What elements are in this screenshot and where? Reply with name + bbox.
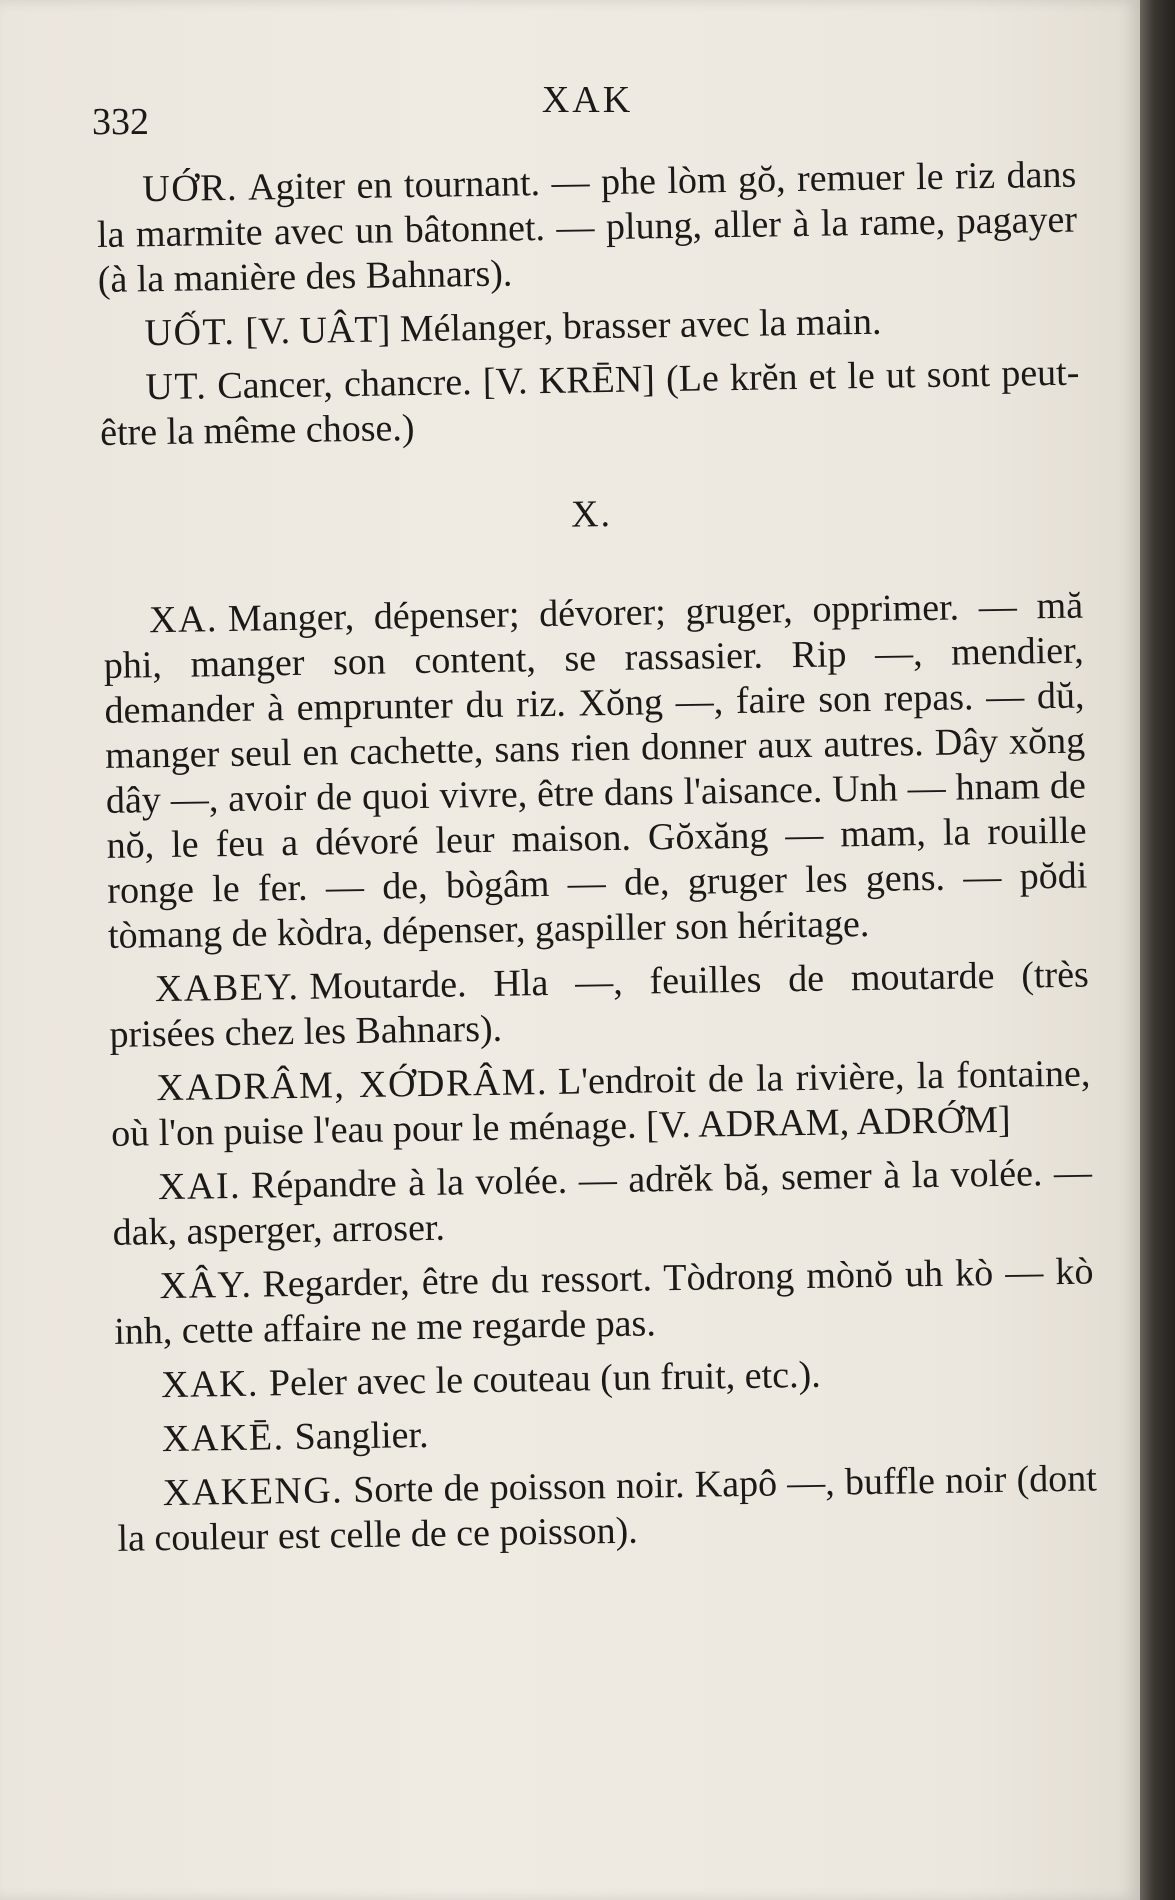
entry-definition: Manger, dépenser; dévorer; gruger, opprimer. — mă phi, manger son content, se rassasier. Rip —, mendier, demander à emprunter du riz. Xŏng —, faire son repas. — dŭ, manger seul en cachette, sans rien donner aux autres. Dây xŏng dây —, avoir de quoi vivre, être dans l'aisance. Unh — hnam de nŏ, le feu a dévoré leur maison. Gŏxăng — mam, la rouille ronge le fer. — de, bògâm — de, gruger les gens. — pŏdi tòmang de kòdra, dépenser, gaspiller son héritage. — [103, 584, 1088, 957]
dictionary-entry — [103, 584, 1089, 959]
entry-definition: L'endroit de la rivière, la fontaine, où l'on puise l'eau pour le ménage. [V. ADRAM, ADRỚM] — [110, 1052, 1091, 1155]
dictionary-entry — [116, 1402, 1097, 1462]
running-head: XAK — [541, 79, 634, 121]
entry-definition: Cancer, chancre. [V. KRĒN] (Le krĕn et le ut sont peut-être la même chose.) — [99, 351, 1080, 454]
entry-definition: Regarder, être du ressort. Tòdrong mònŏ uh kò — kò inh, cette affaire ne me regarde pas. — [113, 1250, 1094, 1353]
dictionary-entry — [115, 1348, 1096, 1408]
entry-headword: XABEY. — [154, 965, 300, 1011]
dictionary-entry — [96, 153, 1078, 303]
dictionary-entry — [98, 297, 1079, 357]
dictionary-entry — [113, 1249, 1094, 1354]
entry-headword: XAK. — [160, 1362, 260, 1407]
entry-headword: XA. — [148, 598, 219, 642]
entry-headword: XAKĒ. — [161, 1416, 285, 1461]
dictionary-text — [96, 153, 1098, 1571]
section-heading: X. — [570, 492, 613, 536]
entry-headword: XAI. — [157, 1164, 242, 1209]
entry-definition: Sorte de poisson noir. Kapô —, buffle noir (dont la couleur est celle de ce poisson). — [117, 1457, 1098, 1560]
entry-definition: Moutarde. Hla —, feuilles de moutarde (très prisées chez les Bahnars). — [109, 953, 1090, 1056]
dictionary-entry — [99, 351, 1080, 456]
dictionary-entry — [112, 1150, 1093, 1255]
entry-definition: Répandre à la volée. — adrĕk bă, semer à la volée. — dak, asperger, arroser. — [112, 1151, 1093, 1254]
dictionary-entry — [109, 953, 1090, 1058]
entry-headword: XÂY. — [159, 1263, 253, 1308]
entry-definition: [V. UÂT] Mélanger, brasser avec la main. — [245, 300, 882, 353]
entry-headword: UỚR. — [142, 166, 239, 211]
entry-headword: XADRÂM, XỚDRÂM. — [156, 1061, 549, 1110]
entry-headword: UỐT. — [144, 310, 236, 355]
page-number: 332 — [92, 101, 149, 143]
dictionary-entry — [110, 1051, 1091, 1156]
entry-headword: UT. — [145, 365, 208, 409]
dictionary-entry — [116, 1456, 1097, 1561]
book-page-edge — [1140, 0, 1175, 1900]
entry-headword: XAKENG. — [162, 1469, 344, 1515]
entry-definition: Peler avec le couteau (un fruit, etc.). — [268, 1353, 821, 1405]
entry-definition: Agiter en tournant. — phe lòm gŏ, remuer le riz dans la marmite avec un bâtonnet. — plung, aller à la rame, pagayer (à la manière des Bahnars). — [96, 153, 1078, 301]
entry-definition: Sanglier. — [294, 1413, 429, 1459]
